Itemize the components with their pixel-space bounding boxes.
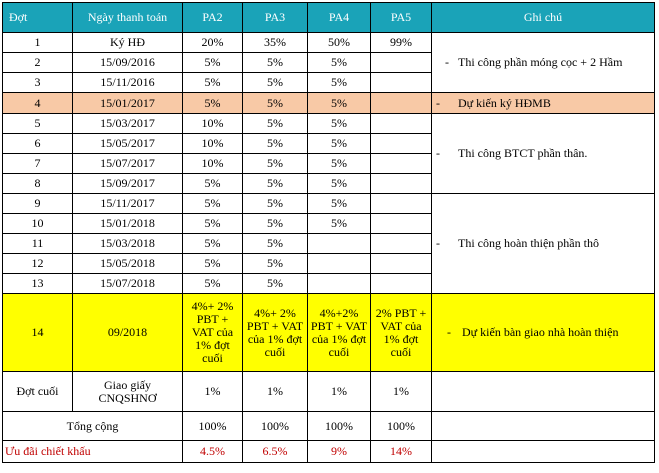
cell-pa3: 5% — [243, 114, 308, 134]
cell-ngay: 15/01/2017 — [73, 93, 183, 114]
note-rough-finish — [432, 194, 655, 294]
cell-ngay: 15/07/2017 — [73, 154, 183, 174]
total-pa5: 100% — [371, 412, 432, 441]
total-label: Tổng cộng — [3, 412, 183, 441]
cell-pa5 — [371, 274, 432, 294]
header-ngay: Ngày thanh toán — [73, 3, 183, 33]
discount-pa2: 4.5% — [183, 441, 243, 463]
cell-pa4: 5% — [308, 114, 371, 134]
cell-dot: 14 — [3, 294, 73, 372]
header-row — [3, 3, 655, 33]
note-dash: - — [436, 236, 440, 250]
cell-dot: 8 — [3, 174, 73, 194]
note-text: Thi công hoàn thiện phần thô — [458, 236, 599, 250]
cell-ngay: 15/07/2018 — [73, 274, 183, 294]
cell-pa5 — [371, 93, 432, 114]
cell-pa3: 5% — [243, 174, 308, 194]
cell-ngay: 15/11/2016 — [73, 73, 183, 93]
cell-dot: 6 — [3, 134, 73, 154]
cell-pa4 — [308, 274, 371, 294]
table-row — [3, 114, 655, 134]
total-pa3: 100% — [243, 412, 308, 441]
cell-pa5: 99% — [371, 33, 432, 53]
note-layout — [436, 326, 652, 339]
note-handover — [432, 294, 655, 372]
header-dot: Đợt — [3, 3, 73, 33]
cell-pa5: 2% PBT + VAT của 1% đợt cuối — [371, 294, 432, 372]
discount-pa5: 14% — [371, 441, 432, 463]
cell-pa5 — [371, 234, 432, 254]
cell-ngay: 15/05/2018 — [73, 254, 183, 274]
cell-dot: Đợt cuối — [3, 372, 73, 412]
cell-pa4: 1% — [308, 372, 371, 412]
cell-pa5 — [371, 194, 432, 214]
header-pa2: PA2 — [183, 3, 243, 33]
cell-dot: 5 — [3, 114, 73, 134]
cell-dot: 4 — [3, 93, 73, 114]
note-dash: - — [445, 56, 449, 69]
cell-pa3: 5% — [243, 214, 308, 234]
discount-pa3: 6.5% — [243, 441, 308, 463]
cell-dot: 13 — [3, 274, 73, 294]
note-foundation — [432, 33, 655, 93]
note-text: Dự kiến bàn giao nhà hoàn thiện — [462, 326, 619, 339]
cell-pa3: 5% — [243, 134, 308, 154]
note-structure — [432, 114, 655, 194]
cell-pa5: 1% — [371, 372, 432, 412]
cell-pa3: 5% — [243, 93, 308, 114]
cell-pa5 — [371, 134, 432, 154]
cell-empty-note — [432, 441, 655, 463]
cell-pa2: 5% — [183, 53, 243, 73]
cell-pa2: 5% — [183, 93, 243, 114]
header-pa4: PA4 — [308, 3, 371, 33]
cell-dot: 3 — [3, 73, 73, 93]
discount-row — [3, 441, 655, 463]
cell-ngay: 15/09/2017 — [73, 174, 183, 194]
cell-pa2: 5% — [183, 214, 243, 234]
cell-pa2: 20% — [183, 33, 243, 53]
cell-pa5 — [371, 114, 432, 134]
cell-ngay: 15/09/2016 — [73, 53, 183, 73]
cell-ngay: 09/2018 — [73, 294, 183, 372]
cell-pa3: 5% — [243, 154, 308, 174]
note-text: Thi công BTCT phần thân. — [458, 146, 588, 160]
cell-pa4: 5% — [308, 53, 371, 73]
cell-dot: 7 — [3, 154, 73, 174]
cell-dot: 11 — [3, 234, 73, 254]
cell-pa3: 5% — [243, 73, 308, 93]
cell-pa2: 5% — [183, 194, 243, 214]
header-ghichu: Ghi chú — [432, 3, 655, 33]
cell-pa2: 10% — [183, 114, 243, 134]
total-pa4: 100% — [308, 412, 371, 441]
cell-pa3: 5% — [243, 274, 308, 294]
total-row — [3, 412, 655, 441]
cell-ngay: 15/11/2017 — [73, 194, 183, 214]
cell-empty-note — [432, 412, 655, 441]
cell-pa4: 5% — [308, 73, 371, 93]
note-dash: - — [447, 326, 451, 339]
cell-ngay: 15/03/2017 — [73, 114, 183, 134]
cell-ngay: Giao giấy CNQSHNƠ — [73, 372, 183, 412]
cell-pa4: 5% — [308, 154, 371, 174]
cell-pa4: 5% — [308, 174, 371, 194]
cell-pa5 — [371, 214, 432, 234]
cell-pa2: 10% — [183, 134, 243, 154]
cell-pa2: 5% — [183, 174, 243, 194]
cell-pa3: 5% — [243, 234, 308, 254]
cell-pa5 — [371, 73, 432, 93]
cell-ngay: 15/01/2018 — [73, 214, 183, 234]
cell-pa2: 5% — [183, 274, 243, 294]
table-row-final-phase — [3, 294, 655, 372]
cell-dot: 10 — [3, 214, 73, 234]
cell-pa3: 5% — [243, 53, 308, 73]
note-text: Dự kiến ký HĐMB — [458, 95, 551, 110]
cell-pa2: 1% — [183, 372, 243, 412]
cell-pa3: 4%+ 2% PBT + VAT của 1% đợt cuối — [243, 294, 308, 372]
table-row — [3, 33, 655, 53]
cell-pa4: 4%+2% PBT + VAT của 1% đợt cuối — [308, 294, 371, 372]
note-contract — [432, 93, 655, 114]
cell-pa3: 1% — [243, 372, 308, 412]
discount-pa4: 9% — [308, 441, 371, 463]
cell-pa4: 5% — [308, 134, 371, 154]
cell-pa2: 4%+ 2% PBT + VAT của 1% đợt cuối — [183, 294, 243, 372]
cell-pa4: 5% — [308, 93, 371, 114]
cell-empty-note — [432, 372, 655, 412]
cell-pa2: 5% — [183, 254, 243, 274]
cell-pa5 — [371, 174, 432, 194]
cell-ngay: 15/05/2017 — [73, 134, 183, 154]
note-text: Thi công phần móng cọc + 2 Hầm — [458, 56, 623, 69]
header-pa3: PA3 — [243, 3, 308, 33]
cell-dot: 1 — [3, 33, 73, 53]
note-dash: - — [436, 95, 440, 110]
payment-schedule-table — [2, 2, 655, 463]
cell-pa2: 5% — [183, 73, 243, 93]
note-dash: - — [436, 146, 440, 160]
cell-pa3: 35% — [243, 33, 308, 53]
note-layout — [436, 56, 652, 69]
cell-pa5 — [371, 154, 432, 174]
cell-pa4 — [308, 254, 371, 274]
header-pa5: PA5 — [371, 3, 432, 33]
cell-pa4: 50% — [308, 33, 371, 53]
cell-pa4: 5% — [308, 194, 371, 214]
discount-label: Ưu đãi chiết khấu — [3, 441, 183, 463]
cell-ngay: 15/03/2018 — [73, 234, 183, 254]
cell-pa5 — [371, 254, 432, 274]
cell-pa2: 5% — [183, 234, 243, 254]
cell-pa2: 10% — [183, 154, 243, 174]
cell-dot: 9 — [3, 194, 73, 214]
cell-pa5 — [371, 53, 432, 73]
cell-dot: 2 — [3, 53, 73, 73]
cell-pa3: 5% — [243, 254, 308, 274]
cell-dot: 12 — [3, 254, 73, 274]
cell-pa4: 5% — [308, 214, 371, 234]
table-row-highlight — [3, 93, 655, 114]
table-row-last — [3, 372, 655, 412]
cell-pa4 — [308, 234, 371, 254]
table-row — [3, 194, 655, 214]
cell-ngay: Ký HĐ — [73, 33, 183, 53]
cell-pa3: 5% — [243, 194, 308, 214]
total-pa2: 100% — [183, 412, 243, 441]
